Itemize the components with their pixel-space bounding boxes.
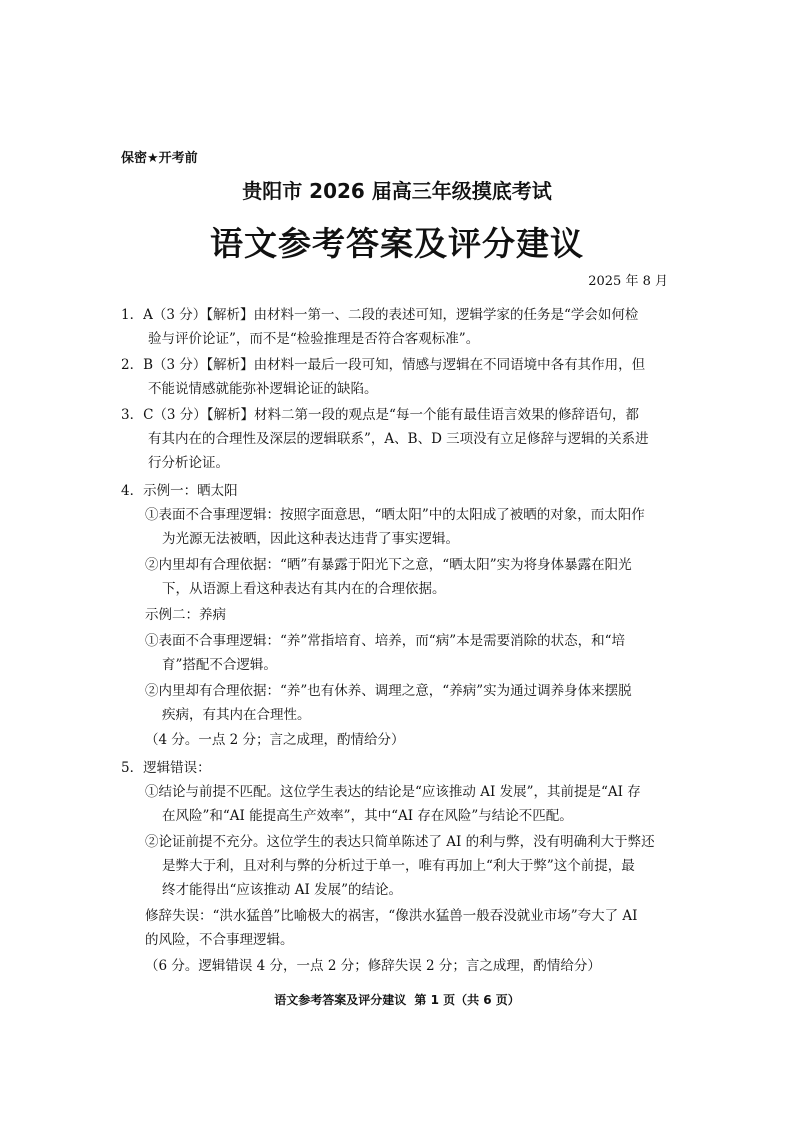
confidential-label: 保密★开考前 (121, 151, 198, 166)
document-date: 2025 年 8 月 (588, 274, 668, 289)
scoring-note: （6 分。逻辑错误 4 分，一点 2 分；修辞失误 2 分；言之成理，酌情给分） (145, 958, 601, 974)
answer-line: ①表面不合事理逻辑：“养”常指培育、培养，而“病”本是需要消除的状态，和“培 (145, 633, 626, 649)
answer-line: 疾病，有其内在合理性。 (162, 707, 311, 723)
document-title: 语文参考答案及评分建议 (210, 224, 584, 263)
scoring-note: （4 分。一点 2 分；言之成理，酌情给分） (145, 732, 405, 748)
answer-line: 下，从语源上看这种表达有其内在的合理依据。 (162, 581, 446, 597)
answer-line: 的风险，不合事理逻辑。 (145, 932, 294, 948)
answer-line: 有其内在的合理性及深层的逻辑联系”，A、B、D 三项没有立足修辞与逻辑的关系进 (148, 431, 649, 447)
answer-line: 2．B（3 分）【解析】由材料一最后一段可知，情感与逻辑在不同语境中各有其作用，但 (121, 357, 646, 373)
answer-line: 修辞失误：“洪水猛兽”比喻极大的祸害，“像洪水猛兽一般吞没就业市场”夸大了 AI (145, 908, 638, 924)
answer-line: ②内里却有合理依据：“养”也有休养、调理之意，“养病”实为通过调养身体来摆脱 (145, 683, 632, 699)
answer-line: 3．C（3 分）【解析】材料二第一段的观点是“每一个能有最佳语言效果的修辞语句，都 (121, 407, 639, 423)
answer-line: 终才能得出“应该推动 AI 发展”的结论。 (162, 882, 402, 898)
answer-line: ①表面不合事理逻辑：按照字面意思，“晒太阳”中的太阳成了被晒的对象，而太阳作 (145, 507, 645, 523)
exam-title: 贵阳市 2026 届高三年级摸底考试 (242, 179, 552, 203)
answer-heading: 5．逻辑错误： (121, 760, 211, 776)
answer-line: 育”搭配不合逻辑。 (162, 657, 277, 673)
footer-doc-name: 语文参考答案及评分建议 (274, 993, 407, 1007)
answer-heading: 4．示例一：晒太阳 (121, 483, 238, 499)
answer-line: 1．A（3 分）【解析】由材料一第一、二段的表述可知，逻辑学家的任务是“学会如何检 (121, 307, 639, 323)
answer-line: 是弊大于利，且对利与弊的分析过于单一，唯有再加上“利大于弊”这个前提，最 (162, 858, 635, 874)
answer-line: ②内里却有合理依据：“晒”有暴露于阳光下之意，“晒太阳”实为将身体暴露在阳光 (145, 557, 632, 573)
page-footer (0, 991, 794, 1008)
answer-line: 验与评价论证”，而不是“检验推理是否符合客观标准”。 (148, 331, 480, 347)
answer-line: 在风险”和“AI 能提高生产效率”，其中“AI 存在风险”与结论不匹配。 (162, 808, 573, 824)
answer-subheading: 示例二：养病 (145, 607, 226, 623)
answer-line: 不能说情感就能弥补逻辑论证的缺陷。 (148, 381, 378, 397)
answer-line: 为光源无法被晒，因此这种表达违背了事实逻辑。 (162, 531, 459, 547)
answer-line: 行分析论证。 (148, 455, 229, 471)
footer-page-info: 第 1 页（共 6 页） (414, 993, 520, 1007)
answer-line: ②论证前提不充分。这位学生的表达只简单陈述了 AI 的利与弊，没有明确利大于弊还 (145, 834, 655, 850)
answer-line: ①结论与前提不匹配。这位学生表达的结论是“应该推动 AI 发展”，其前提是“AI 存 (145, 784, 641, 800)
